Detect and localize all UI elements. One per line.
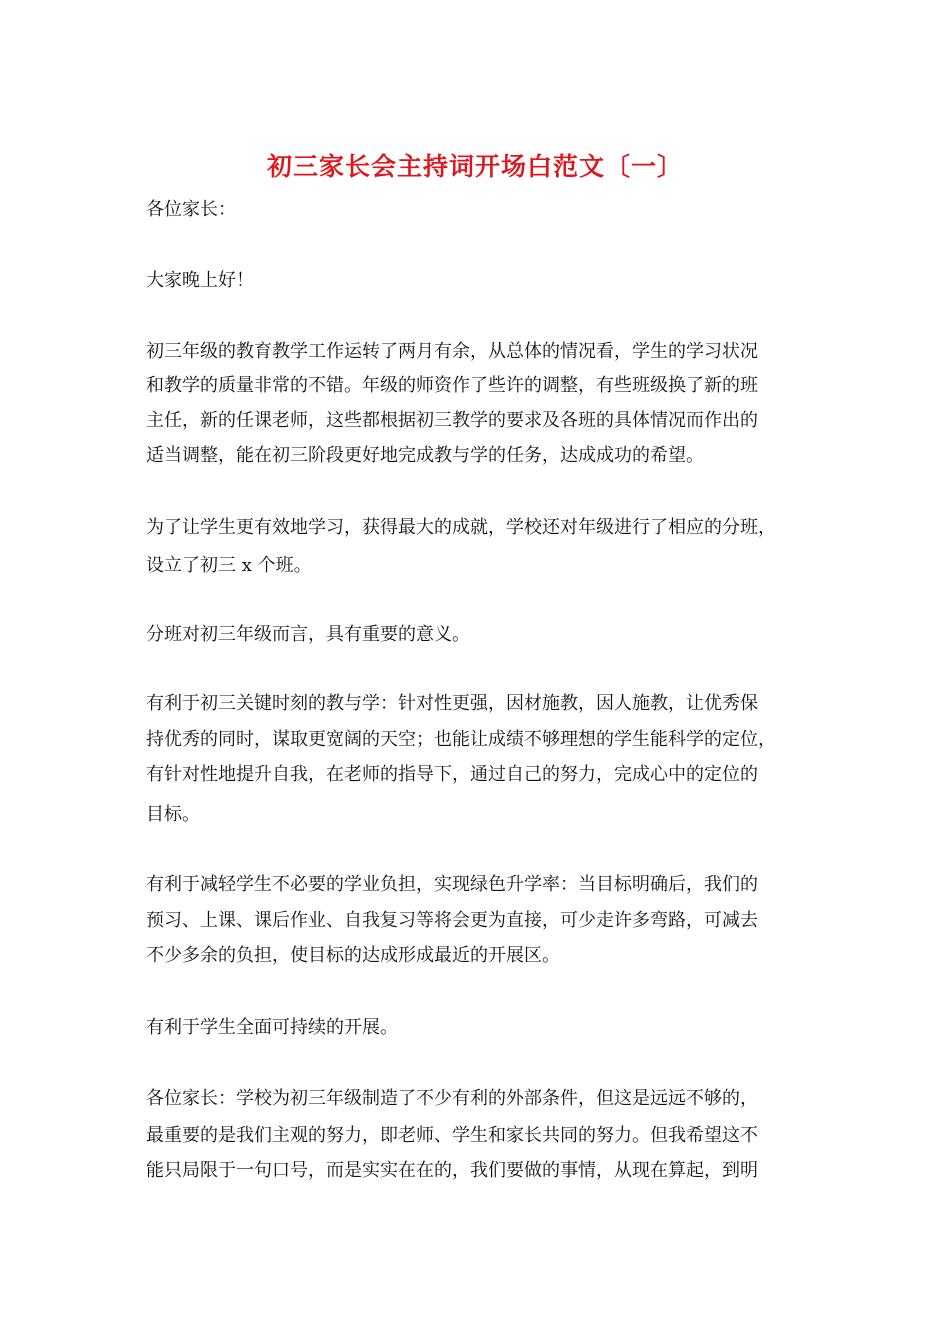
paragraph-2-line-2: 设立了初三 x 个班。 (146, 555, 312, 576)
paragraph-4-line-1: 有利于初三关键时刻的教与学：针对性更强，因材施教，因人施教，让优秀保 (146, 693, 758, 714)
paragraph-1-line-4: 适当调整，能在初三阶段更好地完成教与学的任务，达成成功的希望。 (146, 445, 704, 466)
paragraph-4-line-2: 持优秀的同时，谋取更宽阔的天空；也能让成绩不够理想的学生能科学的定位， (146, 729, 776, 750)
paragraph-2-line-1: 为了让学生更有效地学习，获得最大的成就，学校还对年级进行了相应的分班， (146, 517, 776, 538)
paragraph-3-line-1: 分班对初三年级而言，具有重要的意义。 (146, 624, 470, 645)
paragraph-7-line-1: 各位家长：学校为初三年级制造了不少有利的外部条件，但这是远远不够的， (146, 1088, 758, 1109)
paragraph-1-line-1: 初三年级的教育教学工作运转了两月有余，从总体的情况看，学生的学习状况 (146, 341, 758, 362)
paragraph-4-line-3: 有针对性地提升自我，在老师的指导下，通过自己的努力，完成心中的定位的 (146, 764, 758, 785)
salutation-line: 各位家长： (146, 199, 236, 220)
paragraph-7-line-3: 能只局限于一句口号，而是实实在在的，我们要做的事情，从现在算起，到明 (146, 1160, 758, 1181)
paragraph-5-line-1: 有利于减轻学生不必要的学业负担，实现绿色升学率：当目标明确后，我们的 (146, 874, 758, 895)
paragraph-5-line-3: 不少多余的负担，使目标的达成形成最近的开展区。 (146, 945, 560, 966)
greeting-line: 大家晚上好！ (146, 270, 254, 291)
document-title: 初三家长会主持词开场白范文〔一〕 (266, 152, 683, 181)
paragraph-1-line-2: 和教学的质量非常的不错。年级的师资作了些许的调整，有些班级换了新的班 (146, 375, 758, 396)
paragraph-1-line-3: 主任，新的任课老师，这些都根据初三教学的要求及各班的具体情况而作出的 (146, 410, 758, 431)
paragraph-4-line-4: 目标。 (146, 804, 200, 825)
paragraph-6-line-1: 有利于学生全面可持续的开展。 (146, 1017, 398, 1038)
paragraph-7-line-2: 最重要的是我们主观的努力，即老师、学生和家长共同的努力。但我希望这不 (146, 1125, 758, 1146)
paragraph-5-line-2: 预习、上课、课后作业、自我复习等将会更为直接，可少走许多弯路，可减去 (146, 910, 758, 931)
